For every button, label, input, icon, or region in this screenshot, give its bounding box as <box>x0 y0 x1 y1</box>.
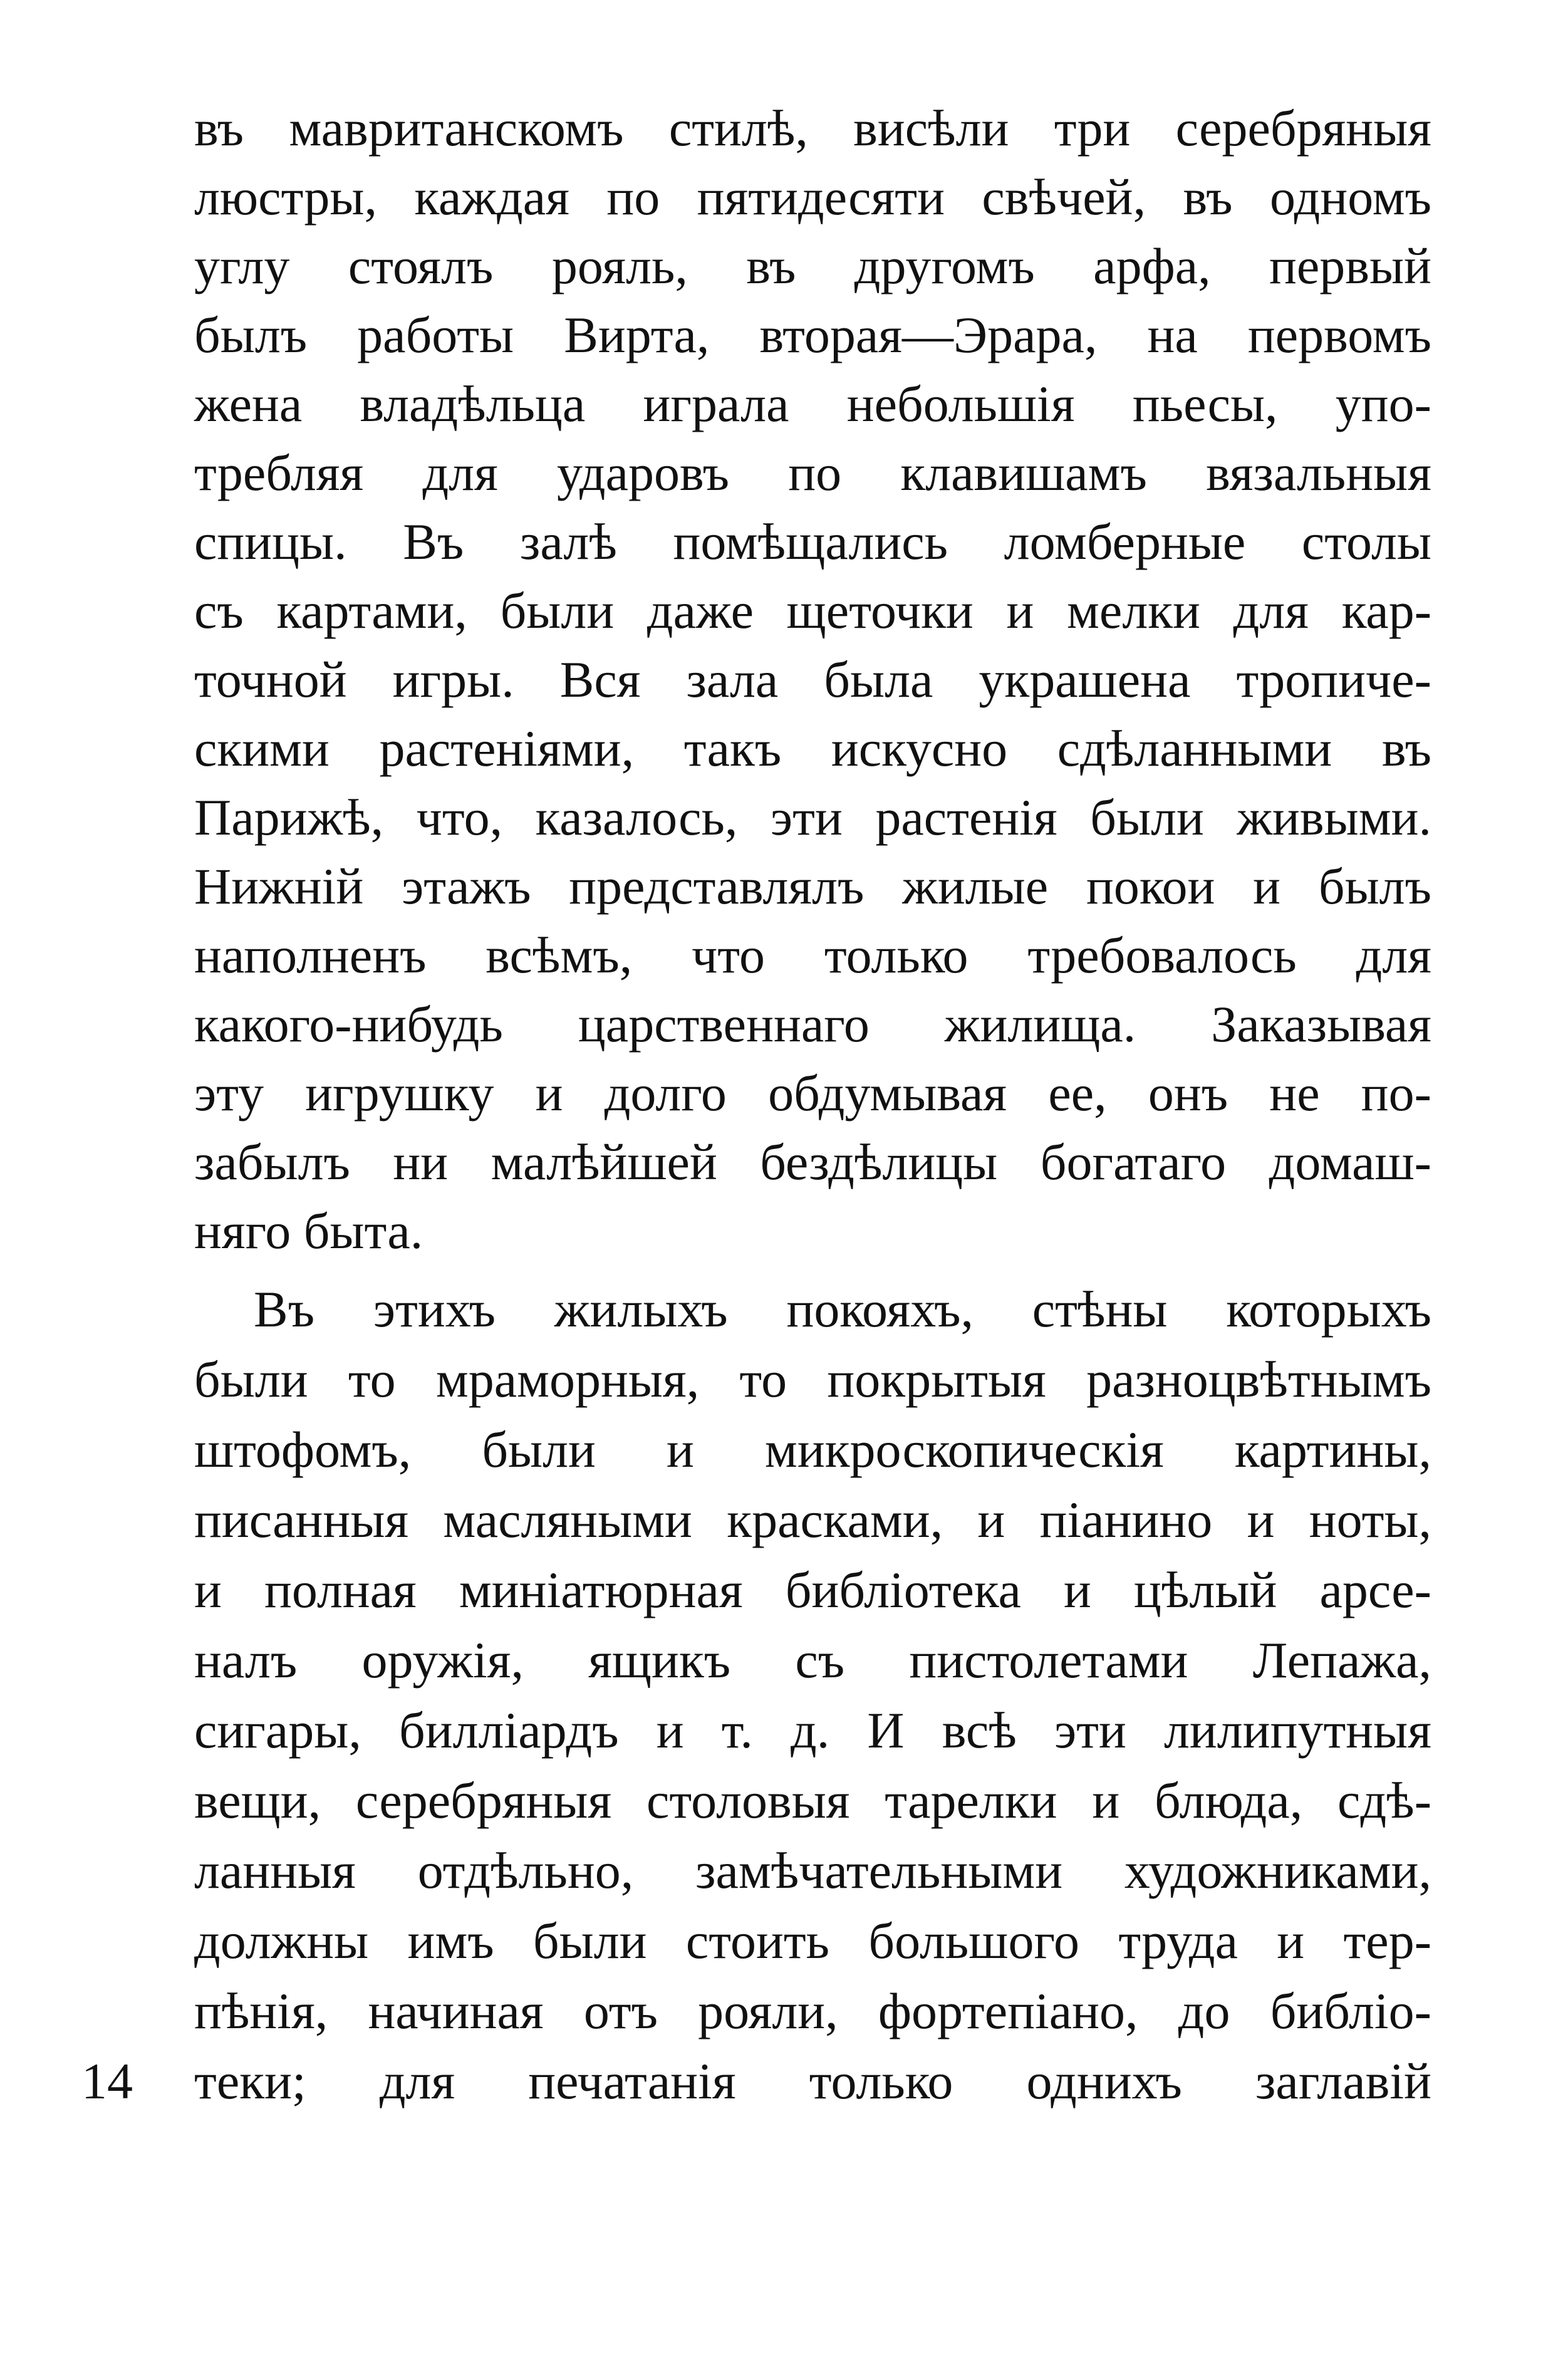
text-line: точной игры. Вся зала была украшена тропиче- <box>194 651 1431 708</box>
text-line: какого-нибудь царственнаго жилища. Заказывая <box>194 996 1431 1053</box>
text-line: были то мраморныя, то покрытыя разноцвѣтнымъ <box>194 1351 1431 1408</box>
text-line: и полная миніатюрная библіотека и цѣлый арсе- <box>194 1561 1431 1618</box>
text-line: Нижній этажъ представлялъ жилые покои и былъ <box>194 858 1431 915</box>
text-line: жена владѣльца играла небольшія пьесы, упо- <box>194 375 1431 432</box>
text-line: спицы. Въ залѣ помѣщались ломберные столы <box>194 513 1431 570</box>
text-line: углу стоялъ рояль, въ другомъ арфа, первый <box>194 237 1431 294</box>
text-line: съ картами, были даже щеточки и мелки для кар- <box>194 582 1431 639</box>
text-line: писанныя масляными красками, и піанино и ноты, <box>194 1491 1431 1548</box>
text-line: ланныя отдѣльно, замѣчательными художниками, <box>194 1842 1431 1899</box>
text-line: забылъ ни малѣйшей бездѣлицы богатаго домаш- <box>194 1133 1431 1190</box>
text-line: Парижѣ, что, казалось, эти растенія были живыми. <box>194 789 1431 846</box>
text-line: теки; для печатанія только однихъ заглавій <box>194 2053 1431 2110</box>
text-line: вещи, серебряныя столовыя тарелки и блюда, сдѣ- <box>194 1772 1431 1829</box>
text-line: штофомъ, были и микроскопическія картины, <box>194 1421 1431 1478</box>
text-line: сигары, билліардъ и т. д. И всѣ эти лилипутныя <box>194 1702 1431 1759</box>
page-number: 14 <box>81 2053 133 2110</box>
text-line: люстры, каждая по пятидесяти свѣчей, въ одномъ <box>194 169 1431 226</box>
text-line: скими растеніями, такъ искусно сдѣланными въ <box>194 720 1431 777</box>
text-line: въ мавританскомъ стилѣ, висѣли три серебряныя <box>194 100 1431 157</box>
text-line: эту игрушку и долго обдумывая ее, онъ не по- <box>194 1065 1431 1122</box>
text-line: наполненъ всѣмъ, что только требовалось для <box>194 927 1431 984</box>
text-line: няго быта. <box>194 1202 423 1259</box>
text-line: налъ оружія, ящикъ съ пистолетами Лепажа, <box>194 1632 1431 1689</box>
text-line: должны имъ были стоить большого труда и тер- <box>194 1912 1431 1969</box>
text-line: требляя для ударовъ по клавишамъ вязальныя <box>194 444 1431 501</box>
text-line: Въ этихъ жилыхъ покояхъ, стѣны которыхъ <box>254 1281 1431 1338</box>
text-line: былъ работы Вирта, вторая—Эрара, на первомъ <box>194 306 1431 363</box>
text-line: пѣнія, начиная отъ рояли, фортепіано, до библіо- <box>194 1982 1431 2039</box>
